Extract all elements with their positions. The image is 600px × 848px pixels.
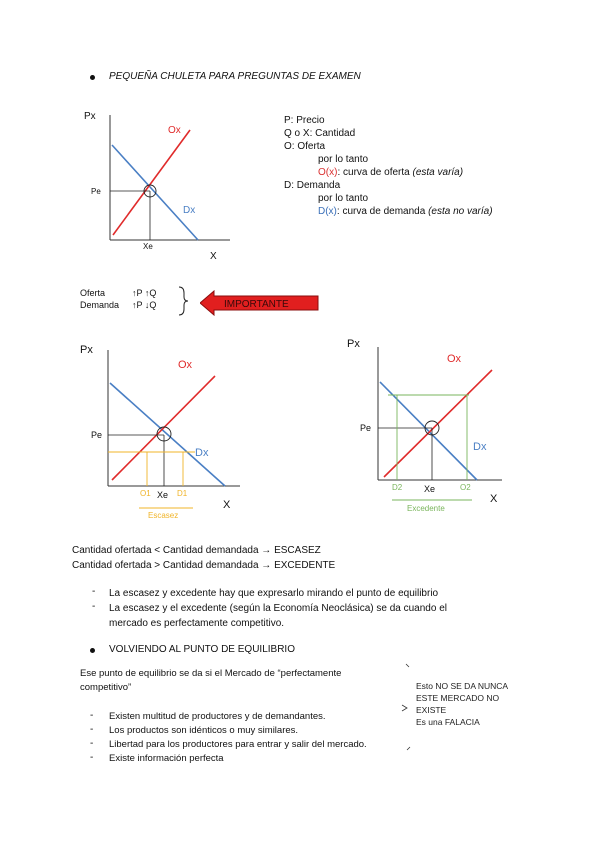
- surplus-label: Excedente: [407, 504, 445, 513]
- bullet-dot: [90, 648, 95, 653]
- dash-marker: -: [92, 601, 96, 612]
- supply-curve: [384, 370, 492, 477]
- supply-label: Ox: [447, 353, 462, 365]
- legend-demand-curve: [284, 205, 493, 218]
- dash-marker: -: [92, 586, 96, 597]
- side-note: [416, 680, 508, 728]
- dash-marker: -: [90, 710, 94, 721]
- side-note-line-3: EXISTE: [416, 705, 447, 715]
- condition-1: Existen multitud de productores y de demandantes.: [109, 711, 326, 722]
- demand-label: Dx: [473, 441, 487, 453]
- supply-curve-note: (esta varía): [412, 167, 464, 178]
- offer-demand-block: [80, 287, 156, 311]
- demand-curve: [110, 383, 225, 486]
- note-1: La escasez y excedente hay que expresarlo mirando el punto de equilibrio: [109, 588, 439, 599]
- supply-curve-symbol: O(x): [318, 167, 338, 178]
- demand-curve: [112, 145, 198, 240]
- legend-supply-therefore: por lo tanto: [318, 154, 369, 165]
- side-note-line-4: Es una FALACIA: [416, 717, 480, 727]
- y-axis-label: Px: [84, 111, 96, 122]
- demand-label: Dx: [183, 205, 196, 216]
- demand-curve-symbol: D(x): [318, 206, 337, 217]
- note-2-cont: mercado es perfectamente competitivo.: [109, 618, 285, 629]
- pe-label: Pe: [91, 430, 103, 440]
- legend-supply: O: Oferta: [284, 141, 326, 152]
- supply-label: Ox: [178, 359, 193, 371]
- legend-price: P: Precio: [284, 115, 325, 126]
- x-axis-label: X: [490, 493, 498, 505]
- xe-label: Xe: [143, 242, 153, 251]
- x-axis-label: X: [223, 499, 231, 511]
- legend-block: [284, 114, 493, 218]
- demand-curve-desc: : curva de demanda: [336, 206, 426, 217]
- demand-label: Dx: [195, 447, 209, 459]
- important-arrow-icon: [200, 290, 320, 316]
- rule-shortage: Cantidad ofertada < Cantidad demandada → ESCASEZ: [72, 545, 321, 556]
- dash-marker: -: [90, 738, 94, 749]
- pe-label: Pe: [360, 423, 372, 433]
- dash-marker: -: [90, 752, 94, 763]
- legend-demand-therefore: por lo tanto: [318, 193, 369, 204]
- supply-label: Ox: [168, 125, 181, 136]
- o2-label: O2: [460, 483, 471, 492]
- important-label: IMPORTANTE: [224, 299, 289, 310]
- intro-line-2: competitivo”: [80, 681, 132, 693]
- legend-demand: D: Demanda: [284, 180, 341, 191]
- condition-4: Existe información perfecta: [109, 753, 224, 764]
- x-axis-label: X: [210, 251, 217, 262]
- intro-line-1: Ese punto de equilibrio se da si el Mercado de “perfectamente: [80, 668, 342, 679]
- shortage-label: Escasez: [148, 511, 179, 520]
- side-note-line-2: ESTE MERCADO NO: [416, 693, 500, 703]
- rules-block: [72, 543, 335, 573]
- brace-icon: [176, 285, 190, 317]
- equilibrium-intro: [80, 667, 341, 694]
- y-axis-label: Px: [347, 338, 360, 350]
- dash-marker: -: [90, 724, 94, 735]
- oferta-arrows: ↑P ↑Q: [132, 288, 157, 298]
- heading-cheatsheet: PEQUEÑA CHULETA PARA PREGUNTAS DE EXAMEN: [109, 71, 361, 82]
- condition-2: Los productos son idénticos o muy similares.: [109, 725, 299, 736]
- oferta-label: Oferta: [80, 288, 106, 298]
- bullet-dot: [90, 75, 95, 80]
- supply-demand-chart-shortage: [75, 338, 255, 528]
- supply-curve: [112, 376, 215, 480]
- condition-3: Libertad para los productores para entrar y salir del mercado.: [109, 739, 367, 750]
- o1-label: O1: [140, 489, 151, 498]
- legend-supply-curve: [284, 166, 493, 179]
- d1-label: D1: [177, 489, 188, 498]
- side-brace-icon: [398, 662, 416, 754]
- y-axis-label: Px: [80, 344, 93, 356]
- note-2: La escasez y el excedente (según la Economía Neoclásica) se da cuando el: [109, 603, 447, 614]
- legend-quantity: Q o X: Cantidad: [284, 128, 356, 139]
- xe-label: Xe: [424, 484, 436, 494]
- supply-demand-chart-surplus: [342, 332, 522, 522]
- xe-label: Xe: [157, 490, 169, 500]
- pe-label: Pe: [91, 187, 101, 196]
- d2-label: D2: [392, 483, 403, 492]
- supply-curve-desc: : curva de oferta: [337, 167, 410, 178]
- side-note-line-1: Esto NO SE DA NUNCA: [416, 681, 509, 691]
- demand-curve: [380, 382, 477, 480]
- demand-curve-note: (esta no varía): [428, 206, 493, 217]
- heading-equilibrium: VOLVIENDO AL PUNTO DE EQUILIBRIO: [109, 644, 295, 655]
- demanda-label: Demanda: [80, 300, 120, 310]
- demanda-arrows: ↑P ↓Q: [132, 300, 157, 310]
- rule-surplus: Cantidad ofertada > Cantidad demandada → EXCEDENTE: [72, 560, 336, 571]
- supply-demand-chart-basic: [80, 105, 250, 265]
